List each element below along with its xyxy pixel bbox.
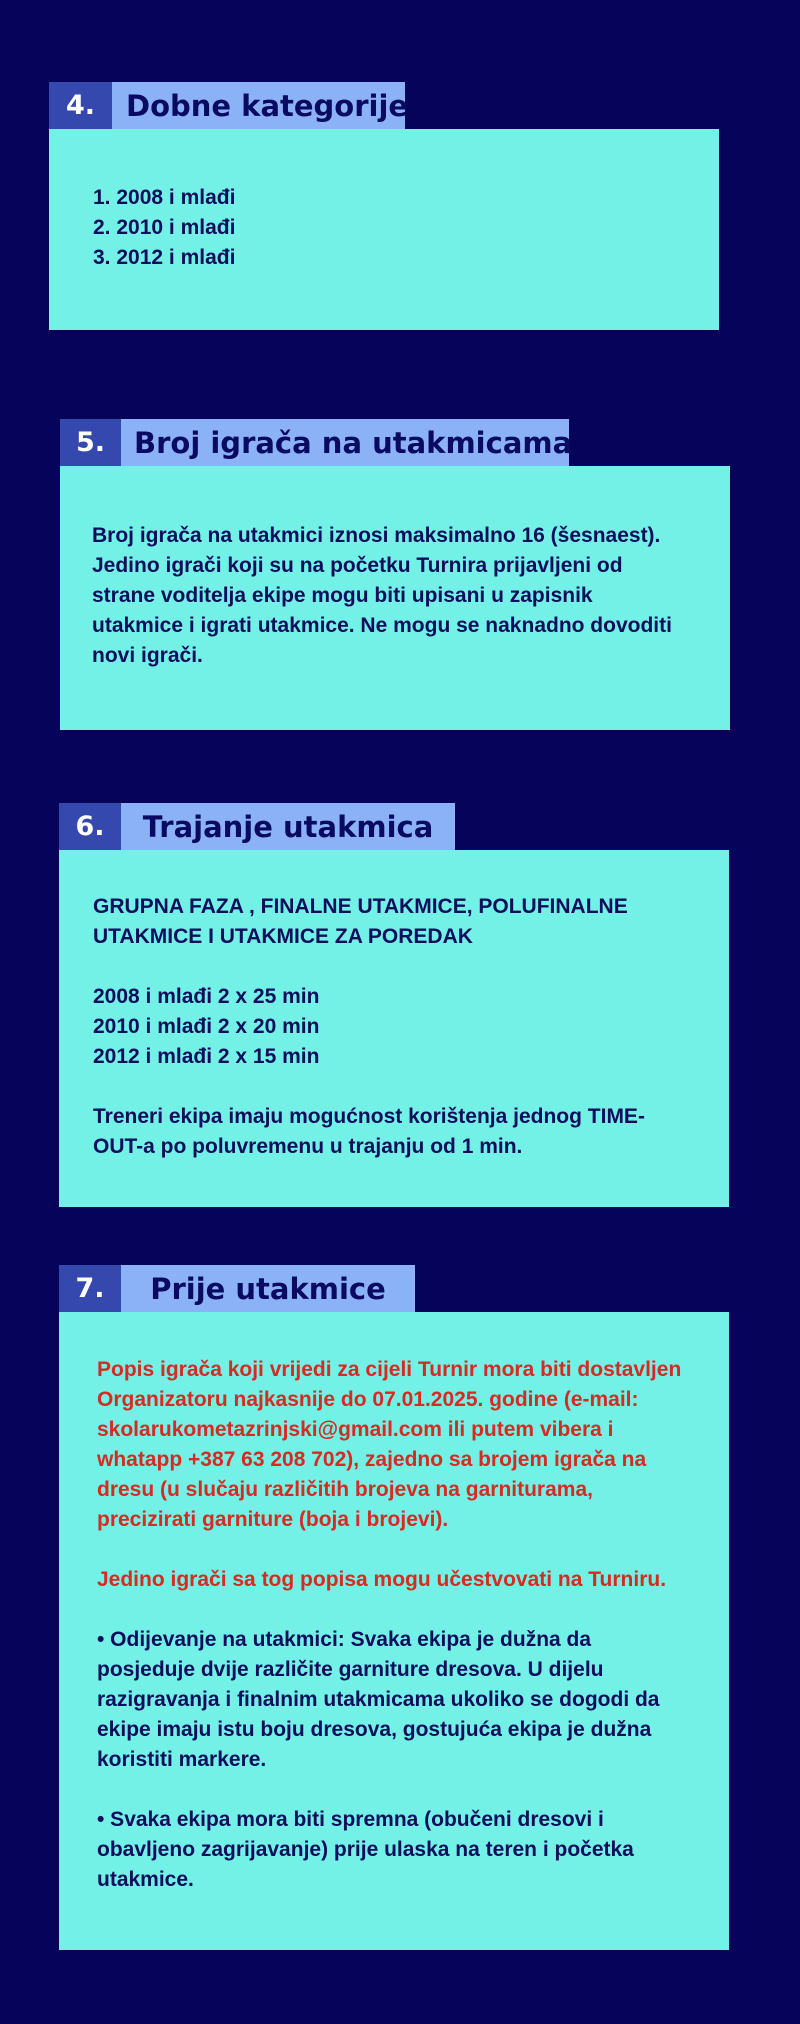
timeout-note: Treneri ekipa imaju mogućnost korištenja jednog TIME-OUT-a po poluvremenu u trajanju od 1 min. <box>93 1105 645 1158</box>
section-match-duration <box>59 803 729 1207</box>
player-count-text: Broj igrača na utakmici iznosi maksimalno 16 (šesnaest). Jedino igrači koji su na početku Turnira prijavljeni od strane voditelja ekipe mogu biti upisani u zapisnik utakmice i igrati utakmice. Ne mogu se naknadno dovoditi novi igrači. <box>92 524 672 667</box>
section-player-count <box>60 419 730 730</box>
duration-item: 2010 i mlađi 2 x 20 min <box>93 1015 320 1038</box>
eligibility-notice: Jedino igrači sa tog popisa mogu učestvovati na Turniru. <box>97 1568 667 1591</box>
kit-rule: • Odijevanje na utakmici: Svaka ekipa je dužna da posjeduje dvije različite garniture dresova. U dijelu razigravanja i finalnim utakmicama ukoliko se dogodi da ekipe imaju istu boju dresova, gostujuća ekipa je dužna koristiti markere. <box>97 1628 660 1771</box>
section-title: Broj igrača na utakmicama <box>121 419 569 466</box>
duration-item: 2012 i mlađi 2 x 15 min <box>93 1045 320 1068</box>
section-content <box>60 466 730 730</box>
section-title: Dobne kategorije <box>112 82 405 129</box>
section-header <box>59 1265 415 1312</box>
section-number: 6. <box>59 803 121 850</box>
duration-item: 2008 i mlađi 2 x 25 min <box>93 985 320 1008</box>
section-title: Trajanje utakmica <box>121 803 455 850</box>
section-header <box>59 803 455 850</box>
section-content <box>49 129 719 330</box>
age-category-item: 1. 2008 i mlađi <box>93 186 236 209</box>
age-category-item: 2. 2010 i mlađi <box>93 216 236 239</box>
section-number: 7. <box>59 1265 121 1312</box>
section-number: 4. <box>49 82 112 129</box>
section-before-match <box>59 1265 729 1950</box>
section-header <box>49 82 409 129</box>
section-number: 5. <box>60 419 121 466</box>
section-content <box>59 1312 729 1950</box>
roster-deadline-notice: Popis igrača koji vrijedi za cijeli Turnir mora biti dostavljen Organizatoru najkasnije do 07.01.2025. godine (e-mail: skolarukometazrinjski@gmail.com ili putem vibera i whatapp +387 63 208 702), zajedno sa brojem igrača na dresu (u slučaju različitih brojeva na garniturama, precizirati garniture (boja i brojevi). <box>97 1358 682 1531</box>
section-content <box>59 850 729 1207</box>
section-header <box>60 419 573 466</box>
age-category-item: 3. 2012 i mlađi <box>93 246 236 269</box>
section-title: Prije utakmice <box>121 1265 415 1312</box>
phase-heading: GRUPNA FAZA , FINALNE UTAKMICE, POLUFINALNE UTAKMICE I UTAKMICE ZA POREDAK <box>93 895 628 948</box>
readiness-rule: • Svaka ekipa mora biti spremna (obučeni dresovi i obavljeno zagrijavanje) prije ulaska na teren i početka utakmice. <box>97 1808 634 1891</box>
section-age-categories <box>49 82 719 330</box>
